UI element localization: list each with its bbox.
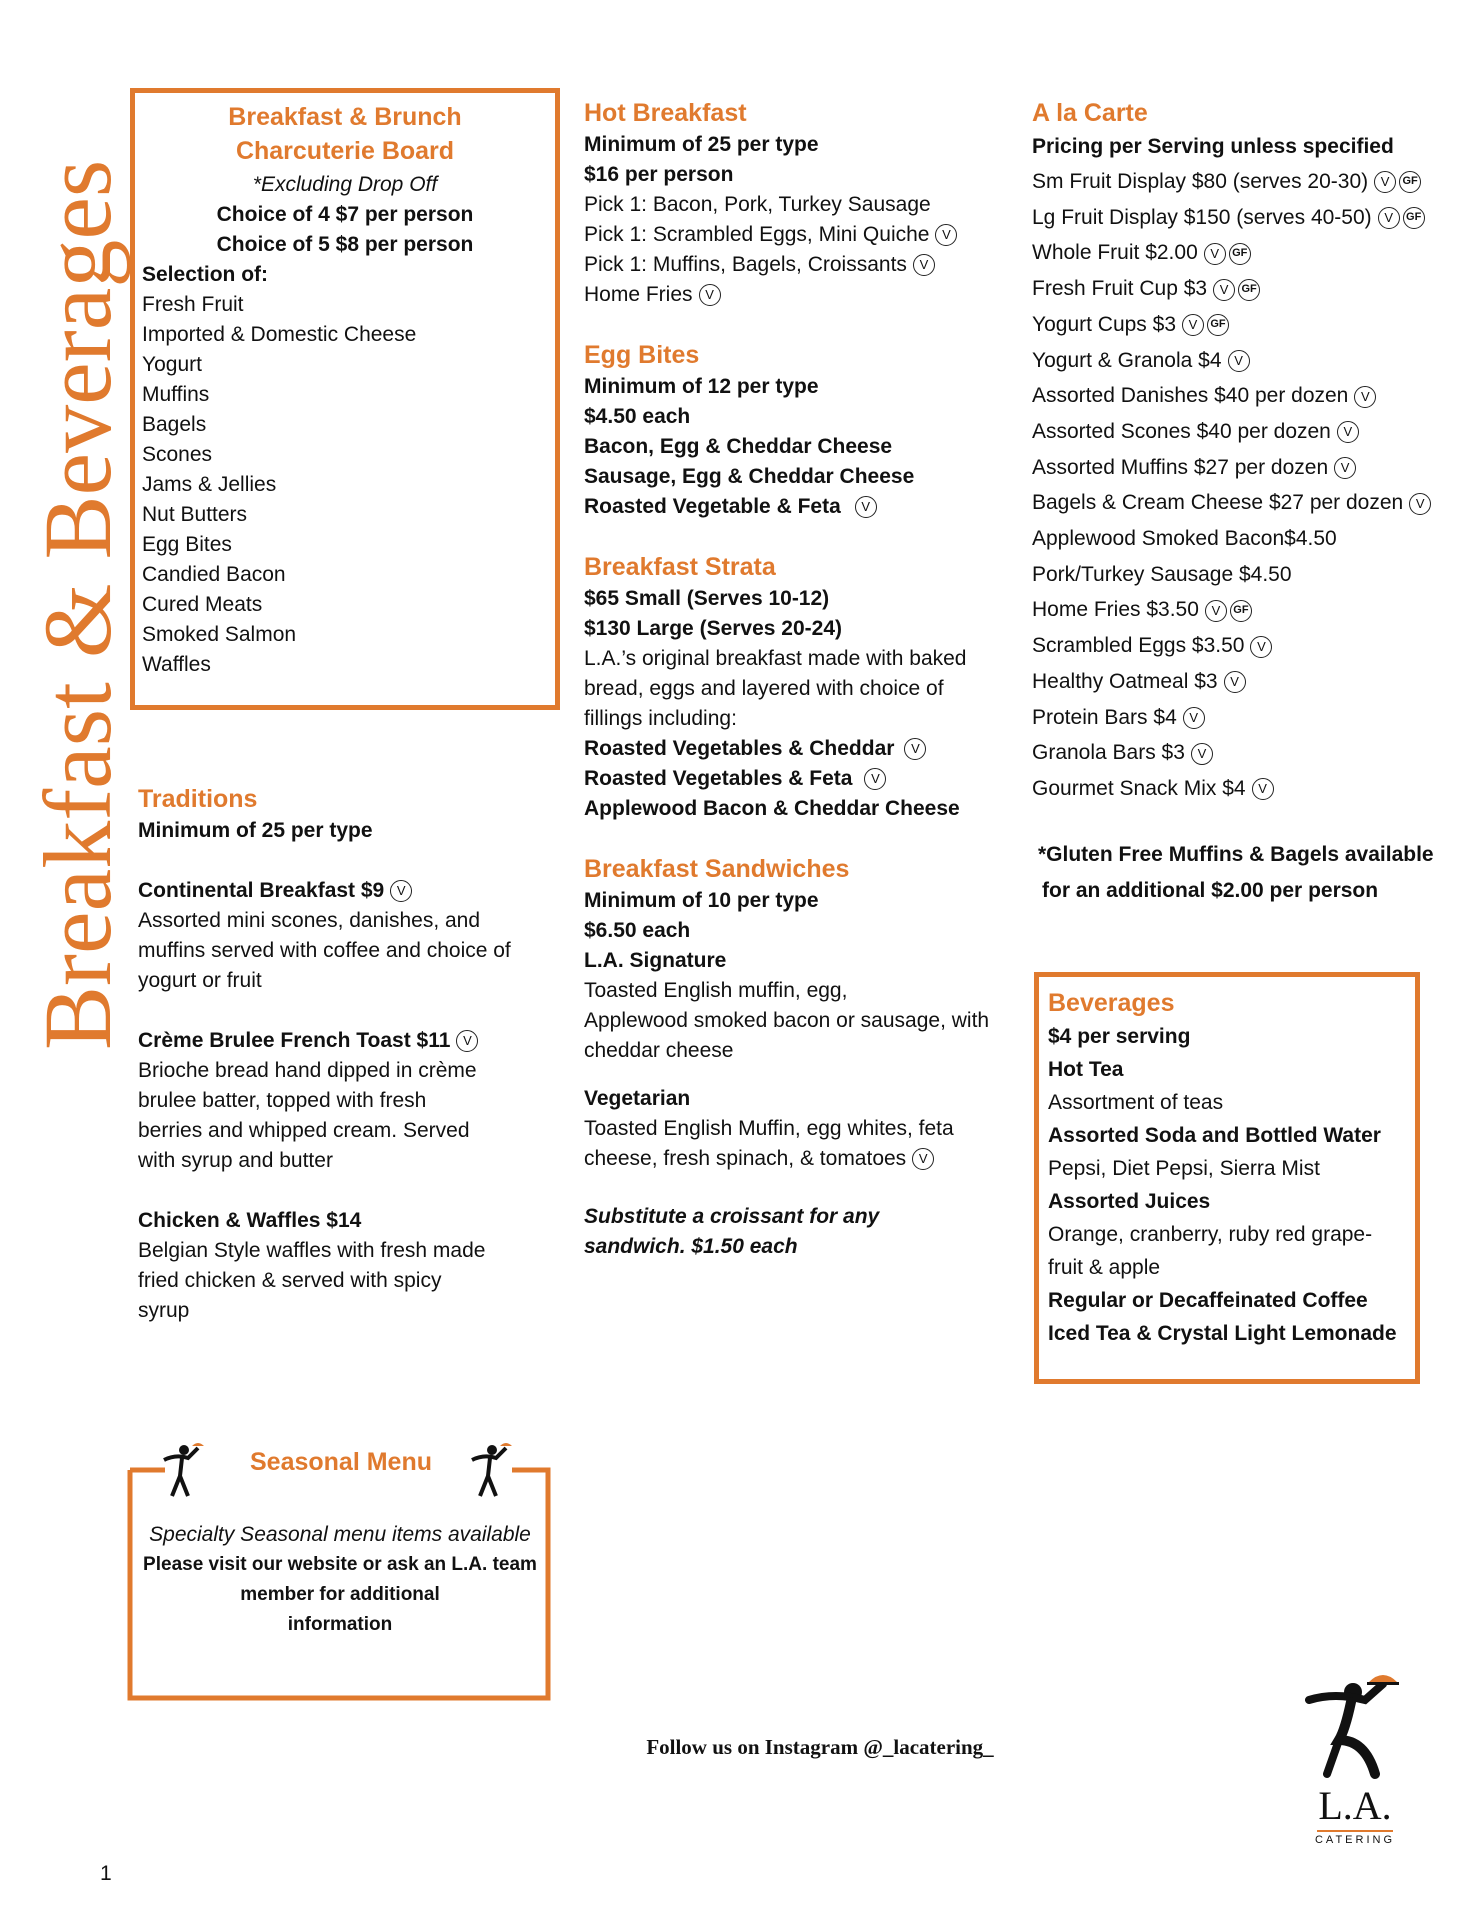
vegetarian-icon: V	[1224, 671, 1246, 693]
strata-title: Breakfast Strata	[584, 553, 776, 581]
list-item: Yogurt Cups $3 V GF	[1032, 307, 1452, 343]
seasonal-section	[130, 1520, 550, 1640]
continental-desc-2: muffins served with coffee and choice of	[138, 939, 511, 962]
list-item: Yogurt & Granola $4 V	[1032, 343, 1452, 379]
creme-desc-2: brulee batter, topped with fresh	[138, 1089, 427, 1112]
vegetarian-icon: V	[855, 496, 877, 518]
gluten-free-icon: GF	[1230, 600, 1252, 622]
charcuterie-choice-4: Choice of 4 $7 per person	[216, 203, 474, 226]
coffee: Regular or Decaffeinated Coffee	[1048, 1289, 1368, 1312]
vegetarian-desc-1: Toasted English Muffin, egg whites, feta	[584, 1117, 954, 1140]
vegetarian-icon: V	[864, 768, 886, 790]
hot-breakfast-price: $16 per person	[584, 163, 734, 186]
egg-bites-title: Egg Bites	[584, 341, 700, 369]
list-item: Healthy Oatmeal $3 V	[1032, 664, 1452, 700]
list-item: Protein Bars $4 V	[1032, 700, 1452, 736]
strata-fill-2: Roasted Vegetables & Feta V	[584, 764, 1024, 794]
list-item: Granola Bars $3 V	[1032, 735, 1452, 771]
la-catering-logo	[1295, 1670, 1415, 1850]
vegetarian-icon: V	[1378, 207, 1400, 229]
list-item: Sm Fruit Display $80 (serves 20-30) V GF	[1032, 164, 1452, 200]
signature-desc-3: cheddar cheese	[584, 1039, 734, 1062]
vegetarian-icon: V	[1354, 386, 1376, 408]
gluten-free-icon: GF	[1399, 171, 1421, 193]
egg-bites-item-3: Roasted Vegetable & Feta V	[584, 492, 1024, 522]
alacarte-subtitle: Pricing per Serving unless specified	[1032, 135, 1394, 158]
substitute-line-1: Substitute a croissant for any	[584, 1205, 880, 1228]
hot-breakfast-minimum: Minimum of 25 per type	[584, 133, 819, 156]
logo-divider	[1317, 1830, 1393, 1832]
vegetarian-icon: V	[1191, 743, 1213, 765]
charcuterie-title-1: Breakfast & Brunch	[228, 103, 462, 131]
vegetarian-icon: V	[904, 738, 926, 760]
alacarte-title: A la Carte	[1032, 99, 1148, 127]
signature-desc-2: Applewood smoked bacon or sausage, with	[584, 1009, 990, 1032]
vegetarian-icon: V	[1409, 493, 1431, 515]
list-item: Whole Fruit $2.00 V GF	[1032, 235, 1452, 271]
hot-breakfast-title: Hot Breakfast	[584, 99, 747, 127]
chicken-desc-1: Belgian Style waffles with fresh made	[138, 1239, 486, 1262]
chicken-title: Chicken & Waffles $14	[138, 1209, 362, 1232]
soda: Assorted Soda and Bottled Water	[1048, 1124, 1381, 1147]
vegetarian-icon: V	[1213, 279, 1235, 301]
vegetarian-desc-2: cheese, fresh spinach, & tomatoes V	[584, 1144, 1024, 1174]
gluten-free-icon: GF	[1403, 207, 1425, 229]
charcuterie-note: *Excluding Drop Off	[252, 173, 438, 196]
strata-desc-1: L.A.’s original breakfast made with baked	[584, 647, 967, 670]
vegetarian-icon: V	[935, 224, 957, 246]
gluten-free-icon: GF	[1229, 243, 1251, 265]
list-item: Nut Butters	[142, 503, 248, 526]
strata-large: $130 Large (Serves 20-24)	[584, 617, 842, 640]
seasonal-line-3: member for additional	[240, 1584, 440, 1605]
vegetarian-icon: V	[1337, 421, 1359, 443]
list-item: Scrambled Eggs $3.50 V	[1032, 628, 1452, 664]
list-item: Cured Meats	[142, 593, 263, 616]
soda-desc: Pepsi, Diet Pepsi, Sierra Mist	[1048, 1157, 1320, 1180]
list-item: Fresh Fruit Cup $3 V GF	[1032, 271, 1452, 307]
vegetarian-icon: V	[912, 1148, 934, 1170]
chef-logo-icon	[1305, 1670, 1405, 1780]
gluten-free-icon: GF	[1238, 279, 1260, 301]
hot-tea-desc: Assortment of teas	[1048, 1091, 1224, 1114]
egg-bites-item-2: Sausage, Egg & Cheddar Cheese	[584, 465, 915, 488]
chicken-desc-2: fried chicken & served with spicy	[138, 1269, 442, 1292]
sandwiches-title: Breakfast Sandwiches	[584, 855, 850, 883]
traditions-section	[138, 782, 558, 1326]
beverages-section	[1048, 986, 1418, 1350]
page-number: 1	[100, 1862, 112, 1885]
vegetarian-title: Vegetarian	[584, 1087, 691, 1110]
vegetarian-icon: V	[456, 1030, 478, 1052]
gluten-free-line-2: for an additional $2.00 per person	[1042, 878, 1379, 902]
traditions-title: Traditions	[138, 785, 258, 813]
substitute-line-2: sandwich. $1.50 each	[584, 1235, 798, 1258]
gluten-free-icon: GF	[1207, 314, 1229, 336]
list-item: Bagels	[142, 413, 207, 436]
strata-small: $65 Small (Serves 10-12)	[584, 587, 830, 610]
charcuterie-choice-5: Choice of 5 $8 per person	[216, 233, 474, 256]
signature-title: L.A. Signature	[584, 949, 727, 972]
traditions-minimum: Minimum of 25 per type	[138, 819, 373, 842]
chef-figure-icon	[470, 1440, 516, 1500]
list-item: Assorted Muffins $27 per dozen V	[1032, 450, 1452, 486]
charcuterie-section	[130, 100, 560, 680]
charcuterie-title-2: Charcuterie Board	[235, 137, 455, 165]
vegetarian-icon: V	[1183, 707, 1205, 729]
list-item: Pork/Turkey Sausage $4.50	[1032, 562, 1292, 586]
list-item: Assorted Scones $40 per dozen V	[1032, 414, 1452, 450]
beverages-title: Beverages	[1048, 989, 1175, 1017]
creme-desc-4: with syrup and butter	[138, 1149, 333, 1172]
seasonal-line-4: information	[287, 1614, 393, 1635]
egg-bites-item-1: Bacon, Egg & Cheddar Cheese	[584, 435, 893, 458]
continental-desc-3: yogurt or fruit	[138, 969, 262, 992]
list-item: Assorted Danishes $40 per dozen V	[1032, 378, 1452, 414]
vegetarian-icon: V	[699, 284, 721, 306]
middle-column	[584, 96, 1024, 1262]
beverages-price: $4 per serving	[1048, 1025, 1191, 1048]
egg-bites-price: $4.50 each	[584, 405, 691, 428]
list-item: Jams & Jellies	[142, 473, 277, 496]
seasonal-title: Seasonal Menu	[250, 1448, 432, 1476]
list-item: Yogurt	[142, 353, 202, 376]
continental-desc-1: Assorted mini scones, danishes, and	[138, 909, 481, 932]
vegetarian-icon: V	[1334, 457, 1356, 479]
strata-fill-3: Applewood Bacon & Cheddar Cheese	[584, 797, 960, 820]
vegetarian-icon: V	[1204, 243, 1226, 265]
gluten-free-line-1: *Gluten Free Muffins & Bagels available	[1038, 842, 1434, 866]
creme-desc-1: Brioche bread hand dipped in crème	[138, 1059, 477, 1082]
creme-title: Crème Brulee French Toast $11 V	[138, 1026, 558, 1056]
sandwiches-price: $6.50 each	[584, 919, 691, 942]
hot-breakfast-pick-2: Pick 1: Scrambled Eggs, Mini Quiche V	[584, 220, 1024, 250]
hot-breakfast-home-fries: Home Fries V	[584, 280, 1024, 310]
juices: Assorted Juices	[1048, 1190, 1211, 1213]
hot-breakfast-pick-3: Pick 1: Muffins, Bagels, Croissants V	[584, 250, 1024, 280]
list-item: Gourmet Snack Mix $4 V	[1032, 771, 1452, 807]
list-item: Egg Bites	[142, 533, 232, 556]
list-item: Lg Fruit Display $150 (serves 40-50) V GF	[1032, 200, 1452, 236]
chef-figure-icon	[158, 1440, 204, 1500]
vegetarian-icon: V	[1252, 778, 1274, 800]
chicken-desc-3: syrup	[138, 1299, 190, 1322]
charcuterie-selection-label: Selection of:	[142, 263, 269, 286]
juices-desc-1: Orange, cranberry, ruby red grape-	[1048, 1223, 1373, 1246]
side-title: Breakfast & Beverages	[24, 159, 131, 1050]
hot-tea: Hot Tea	[1048, 1058, 1124, 1081]
alacarte-list	[1032, 164, 1452, 807]
signature-desc-1: Toasted English muffin, egg,	[584, 979, 848, 1002]
vegetarian-icon: V	[1182, 314, 1204, 336]
juices-desc-2: fruit & apple	[1048, 1256, 1161, 1279]
vegetarian-icon: V	[913, 254, 935, 276]
logo-text: L.A.	[1318, 1783, 1392, 1828]
list-item: Candied Bacon	[142, 563, 286, 586]
vegetarian-icon: V	[1374, 171, 1396, 193]
seasonal-line-1: Specialty Seasonal menu items available	[149, 1523, 531, 1546]
strata-fill-1: Roasted Vegetables & Cheddar V	[584, 734, 1024, 764]
strata-desc-3: fillings including:	[584, 707, 737, 730]
strata-desc-2: bread, eggs and layered with choice of	[584, 677, 944, 700]
list-item: Home Fries $3.50 V GF	[1032, 592, 1452, 628]
sandwiches-minimum: Minimum of 10 per type	[584, 889, 819, 912]
creme-desc-3: berries and whipped cream. Served	[138, 1119, 470, 1142]
logo-subtext: CATERING	[1314, 1834, 1396, 1846]
charcuterie-list	[142, 290, 560, 680]
continental-title: Continental Breakfast $9 V	[138, 876, 558, 906]
hot-breakfast-pick-1: Pick 1: Bacon, Pork, Turkey Sausage	[584, 193, 931, 216]
seasonal-line-2: Please visit our website or ask an L.A. team	[143, 1554, 537, 1575]
list-item: Imported & Domestic Cheese	[142, 323, 417, 346]
list-item: Smoked Salmon	[142, 623, 297, 646]
vegetarian-icon: V	[1250, 636, 1272, 658]
vegetarian-icon: V	[1205, 600, 1227, 622]
list-item: Applewood Smoked Bacon$4.50	[1032, 527, 1337, 551]
vegetarian-icon: V	[390, 880, 412, 902]
vegetarian-icon: V	[1228, 350, 1250, 372]
alacarte-section	[1032, 96, 1452, 909]
list-item: Scones	[142, 443, 213, 466]
egg-bites-minimum: Minimum of 12 per type	[584, 375, 819, 398]
iced-tea: Iced Tea & Crystal Light Lemonade	[1048, 1322, 1397, 1345]
list-item: Waffles	[142, 653, 211, 676]
list-item: Muffins	[142, 383, 210, 406]
list-item: Bagels & Cream Cheese $27 per dozen V	[1032, 485, 1452, 521]
list-item: Fresh Fruit	[142, 293, 244, 316]
instagram-line: Follow us on Instagram @_lacatering_	[646, 1735, 994, 1759]
